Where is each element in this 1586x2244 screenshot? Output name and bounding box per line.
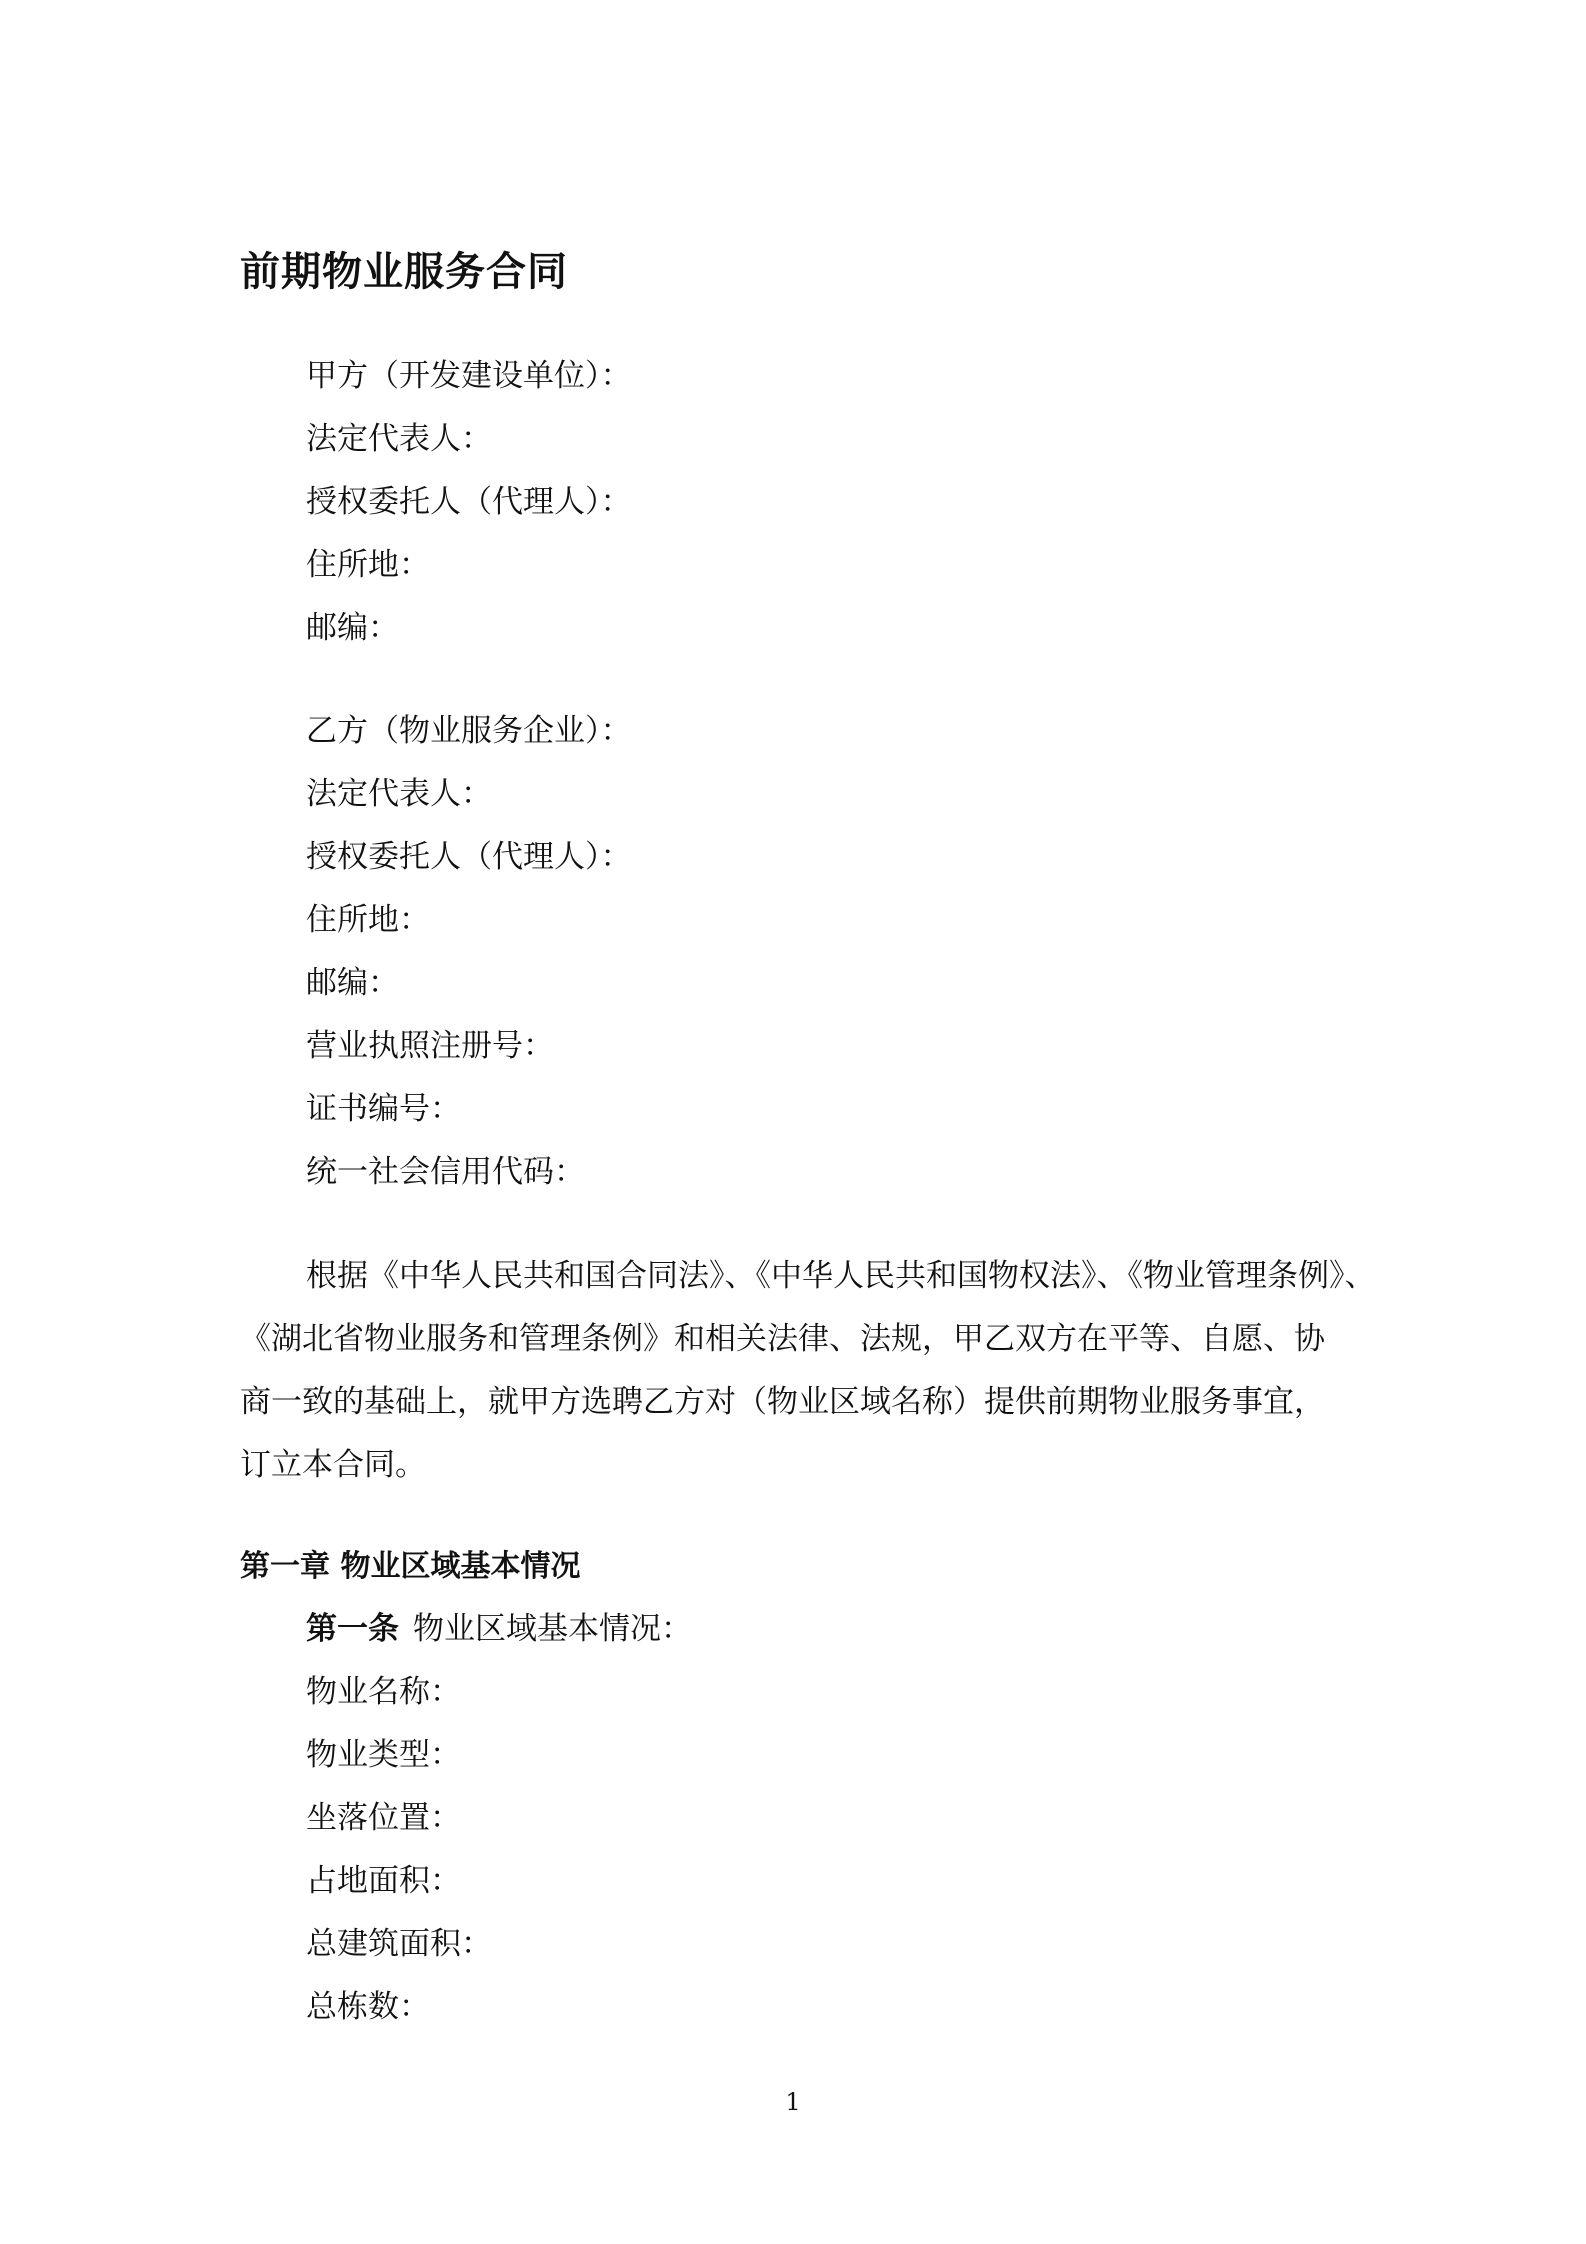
preamble-line: 根据《中华人民共和国合同法》、《中华人民共和国物权法》、《物业管理条例》、 <box>306 1258 1376 1294</box>
party-b-license-field: 营业执照注册号： <box>306 1028 554 1064</box>
party-b-block <box>306 700 632 1204</box>
party-a-name-field: 甲方（开发建设单位）： <box>306 358 632 394</box>
property-location-field: 坐落位置： <box>306 1800 461 1836</box>
land-area-field: 占地面积： <box>306 1863 461 1899</box>
party-b-address-field: 住所地： <box>306 902 430 938</box>
party-b-credit-code-field: 统一社会信用代码： <box>306 1154 585 1190</box>
building-count-field: 总栋数： <box>306 1989 430 2025</box>
party-a-postcode-field: 邮编： <box>306 610 399 646</box>
party-a-legal-rep-field: 法定代表人： <box>306 421 492 457</box>
party-b-postcode-field: 邮编： <box>306 965 399 1001</box>
article-title: 物业区域基本情况： <box>413 1611 692 1647</box>
party-b-legal-rep-field: 法定代表人： <box>306 776 492 812</box>
party-b-agent-field: 授权委托人（代理人）： <box>306 839 632 875</box>
party-a-agent-field: 授权委托人（代理人）： <box>306 484 632 520</box>
property-name-field: 物业名称： <box>306 1674 461 1710</box>
preamble-paragraph <box>240 1245 1376 1497</box>
document-title: 前期物业服务合同 <box>240 249 568 295</box>
property-type-field: 物业类型： <box>306 1737 461 1773</box>
party-b-certificate-field: 证书编号： <box>306 1091 461 1127</box>
preamble-line: 订立本合同。 <box>240 1447 426 1483</box>
party-a-address-field: 住所地： <box>306 547 430 583</box>
preamble-line: 商一致的基础上，就甲方选聘乙方对（物业区域名称）提供前期物业服务事宜， <box>240 1384 1325 1420</box>
article-heading <box>306 1598 692 1661</box>
chapter-heading: 第一章 物业区域基本情况 <box>240 1549 581 1584</box>
building-area-field: 总建筑面积： <box>306 1926 492 1962</box>
property-info-block <box>306 1661 492 2039</box>
page-number: 1 <box>785 2088 801 2116</box>
article-number: 第一条 <box>306 1611 399 1647</box>
preamble-line: 《湖北省物业服务和管理条例》和相关法律、法规，甲乙双方在平等、自愿、协 <box>240 1321 1325 1357</box>
party-b-name-field: 乙方（物业服务企业）： <box>306 713 632 749</box>
party-a-block <box>306 345 632 660</box>
